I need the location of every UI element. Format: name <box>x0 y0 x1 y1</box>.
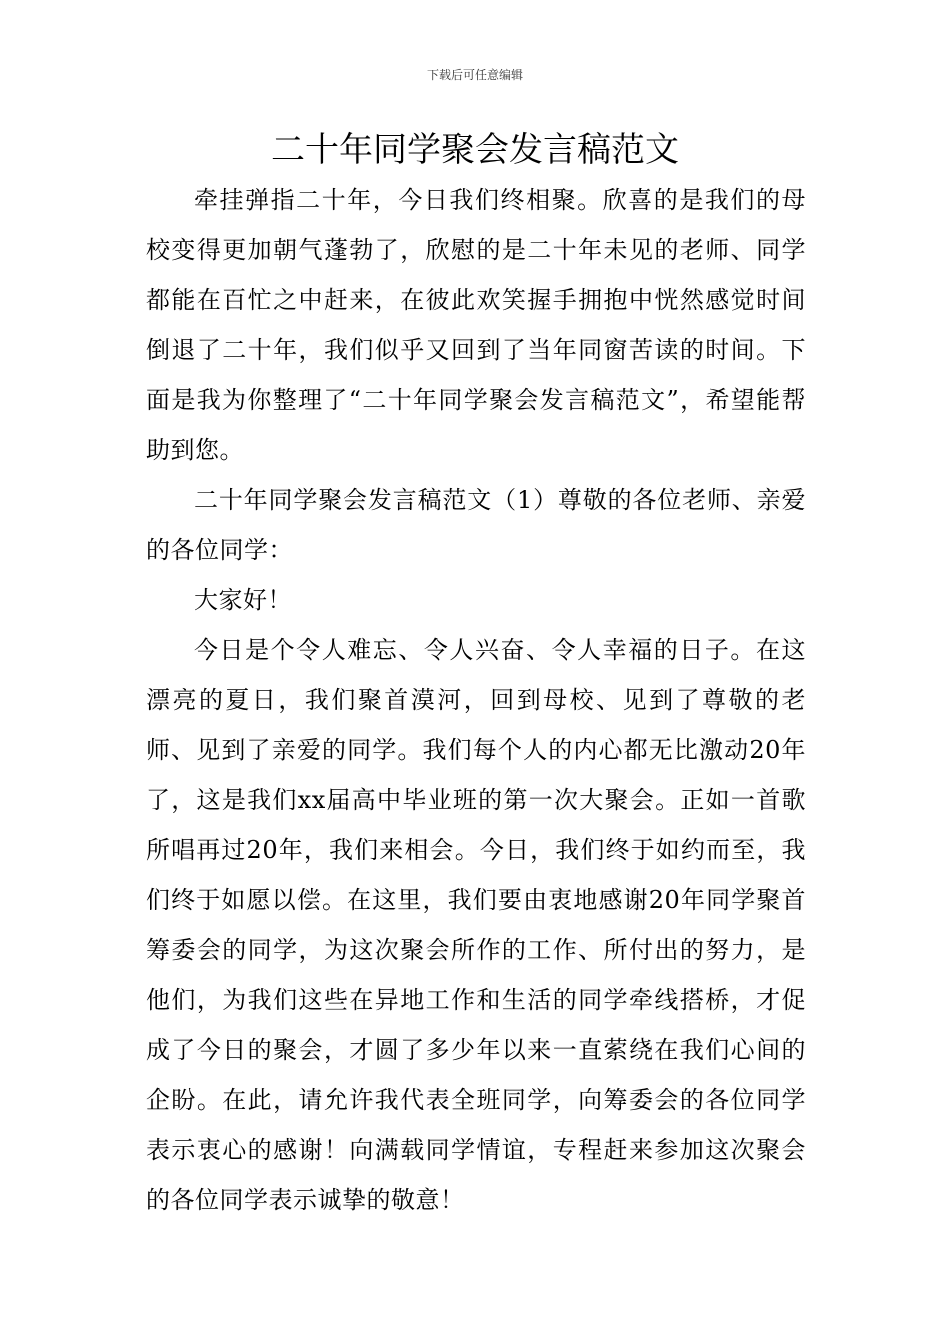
paragraph-salutation: 二十年同学聚会发言稿范文（1）尊敬的各位老师、亲爱的各位同学： <box>146 486 806 564</box>
header-note: 下载后可任意编辑 <box>426 68 523 82</box>
document-title: 二十年同学聚会发言稿范文 <box>271 130 679 170</box>
document-body <box>146 175 806 1225</box>
paragraph-intro: 牵挂弹指二十年，今日我们终相聚。欣喜的是我们的母校变得更加朝气蓬勃了，欣慰的是二十年未见的老师、同学都能在百忙之中赶来，在彼此欢笑握手拥抱中恍然感觉时间倒退了二十年，我们似乎又回到了当年同窗苦读的时间。下面是我为你整理了“二十年同学聚会发言稿范文”，希望能帮助到您。 <box>146 186 806 464</box>
paragraph-greeting: 大家好！ <box>194 586 292 614</box>
paragraph-speech-body: 今日是个令人难忘、令人兴奋、令人幸福的日子。在这漂亮的夏日，我们聚首漠河，回到母校、见到了尊敬的老师、见到了亲爱的同学。我们每个人的内心都无比激动20年了，这是我们xx届高中毕业班的第一次大聚会。正如一首歌所唱再过20年，我们来相会。今日，我们终于如约而至，我们终于如愿以偿。在这里，我们要由衷地感谢20年同学聚首筹委会的同学，为这次聚会所作的工作、所付出的努力，是他们，为我们这些在异地工作和生活的同学牵线搭桥，才促成了今日的聚会，才圆了多少年以来一直萦绕在我们心间的企盼。在此，请允许我代表全班同学，向筹委会的各位同学表示衷心的感谢！向满载同学情谊，专程赶来参加这次聚会的各位同学表示诚挚的敬意！ <box>146 636 806 1214</box>
